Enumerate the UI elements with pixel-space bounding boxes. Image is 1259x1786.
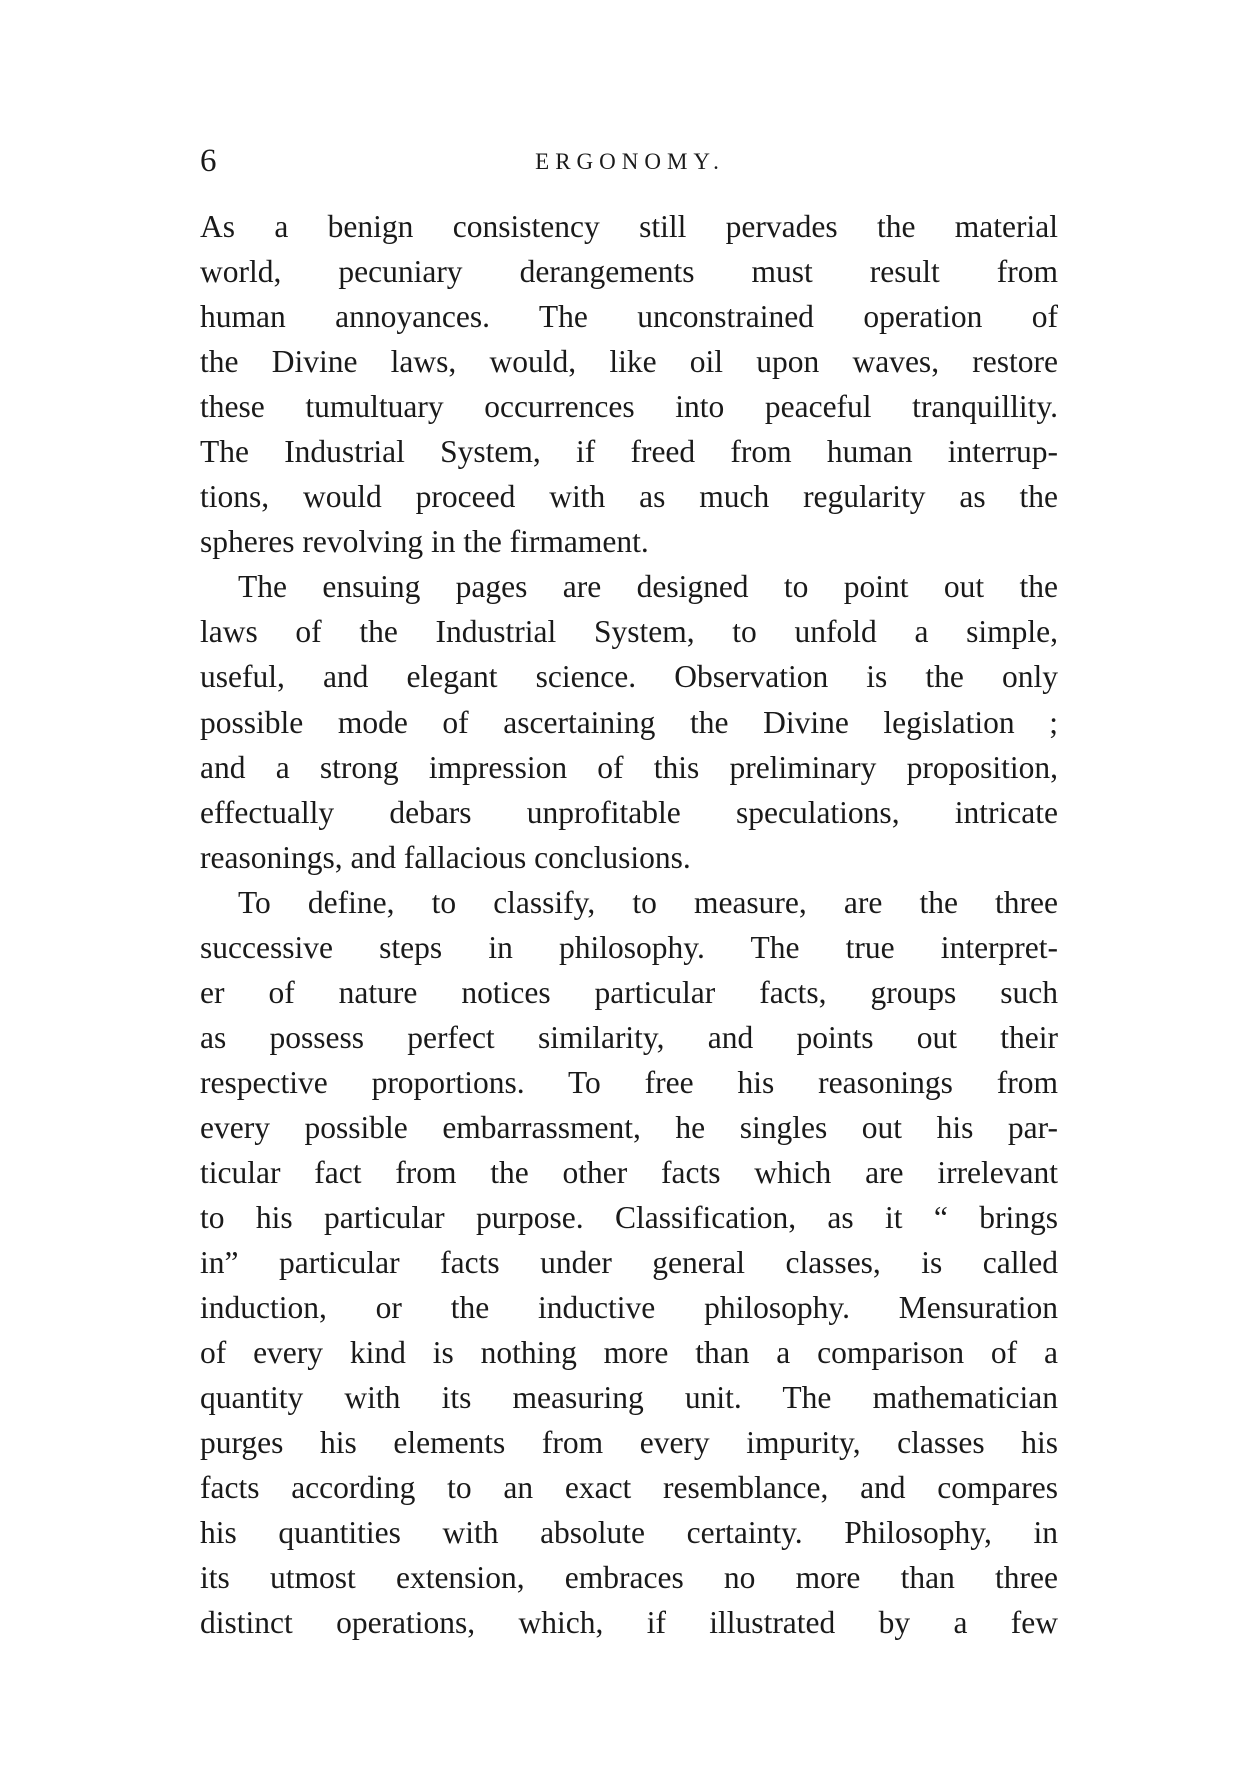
running-title: ERGONOMY. — [535, 149, 725, 174]
text-line: The Industrial System, if freed from human interrup- — [200, 434, 1058, 470]
text-line: facts according to an exact resemblance, and compares — [200, 1470, 1058, 1506]
text-line: and a strong impression of this preliminary proposition, — [200, 749, 1058, 785]
text-line: ticular fact from the other facts which are irrelevant — [200, 1154, 1058, 1190]
text-line: purges his elements from every impurity, classes his — [200, 1425, 1058, 1461]
text-line: spheres revolving in the firmament. — [200, 524, 649, 560]
text-line: reasonings, and fallacious conclusions. — [200, 839, 691, 875]
paragraph-3 — [200, 880, 1058, 1646]
text-line: induction, or the inductive philosophy. Mensuration — [200, 1290, 1058, 1326]
text-line: quantity with its measuring unit. The mathematician — [200, 1380, 1058, 1416]
text-line: successive steps in philosophy. The true interpret- — [200, 929, 1058, 965]
text-line: as possess perfect similarity, and points out their — [200, 1019, 1058, 1055]
text-line: To define, to classify, to measure, are the three — [238, 884, 1058, 920]
text-line: As a benign consistency still pervades the material — [200, 209, 1058, 244]
text-line: distinct operations, which, if illustrated by a few — [200, 1605, 1058, 1641]
text-line: his quantities with absolute certainty. Philosophy, in — [200, 1515, 1058, 1551]
text-line: these tumultuary occurrences into peaceful tranquillity. — [200, 389, 1058, 425]
body-text — [200, 204, 1058, 1646]
text-line: its utmost extension, embraces no more than three — [200, 1560, 1058, 1596]
text-line: The ensuing pages are designed to point out the — [238, 569, 1058, 605]
paragraph-2 — [200, 564, 1058, 879]
text-line: in” particular facts under general classes, is called — [200, 1245, 1058, 1281]
text-line: world, pecuniary derangements must result from — [200, 254, 1058, 290]
text-line: tions, would proceed with as much regularity as the — [200, 479, 1058, 515]
text-line: laws of the Industrial System, to unfold a simple, — [200, 614, 1058, 650]
text-line: of every kind is nothing more than a comparison of a — [200, 1335, 1058, 1371]
text-line: every possible embarrassment, he singles out his par- — [200, 1109, 1058, 1145]
text-line: useful, and elegant science. Observation is the only — [200, 659, 1058, 695]
text-line: to his particular purpose. Classification, as it “ brings — [200, 1200, 1058, 1236]
text-line: human annoyances. The unconstrained operation of — [200, 299, 1058, 335]
page-number: 6 — [200, 143, 217, 179]
paragraph-1 — [200, 204, 1058, 564]
text-line: effectually debars unprofitable speculations, intricate — [200, 794, 1058, 830]
text-line: the Divine laws, would, like oil upon waves, restore — [200, 344, 1058, 380]
text-line: possible mode of ascertaining the Divine legislation ; — [200, 704, 1058, 740]
text-line: er of nature notices particular facts, groups such — [200, 974, 1058, 1010]
text-line: respective proportions. To free his reasonings from — [200, 1064, 1058, 1100]
running-head — [200, 140, 1060, 190]
